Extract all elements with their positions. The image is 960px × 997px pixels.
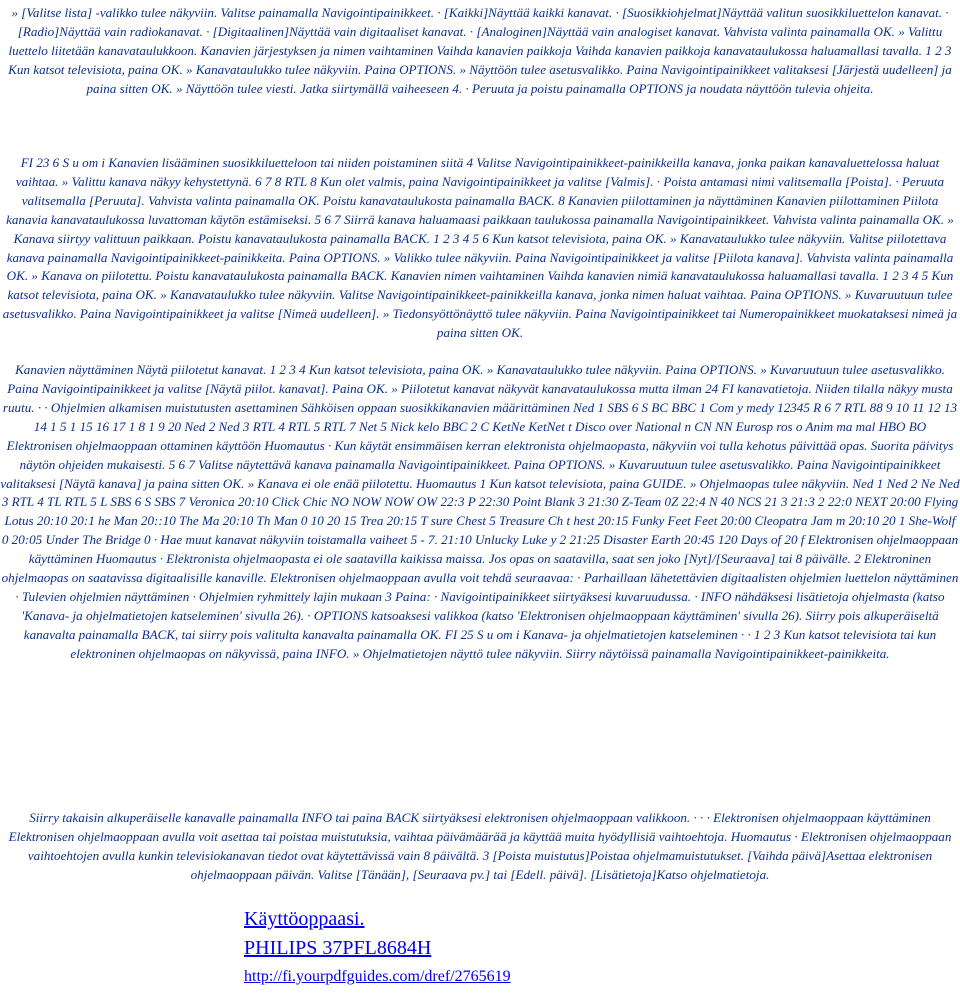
favorites-instructions (0, 154, 960, 664)
model-link[interactable]: PHILIPS 37PFL8684H (244, 937, 432, 959)
channel-list-instructions (0, 4, 960, 99)
manual-link[interactable]: Käyttöoppaasi. (244, 908, 365, 930)
epg-options-text: Siirry takaisin alkuperäiselle kanavalle painamalla INFO tai paina BACK siirtyäksesi elektronisen ohjelmaoppaan valikkoon. · · · Elektronisen ohjelmaoppaan käyttäminen Elektronisen ohjelmaoppaan avulla voit asettaa tai poistaa muistutuksia, vaihtaa päivämäärää ja käyttää muita hyödyllisiä vaihtoehtoja. Huomautus · Elektronisen ohjelmaoppaan vaihtoehtojen avulla kunkin televisiokanavan tiedot ovat käytettävissä vain 8 päivältä. 3 [Poista muistutus]Poistaa ohjelmamuistutukset. [Vaihda päivä]Asettaa elektronisen ohjelmaoppaan päivän. Valitse [Tänään], [Seuraava pv.] tai [Edell. päivä]. [Lisätietoja]Katso ohjelmatietoja. (8, 810, 952, 882)
section-gap (0, 343, 960, 361)
channel-list-text: » [Valitse lista] -valikko tulee näkyviin. Valitse painamalla Navigointipainikkeet. · [Kaikki]Näyttää kaikki kanavat. · [Suosikkiohjelmat]Näyttää valitun suosikkiluettelon kanavat. · [Radio]Näyttää vain radiokanavat. · [Digitaalinen]Näyttää vain digitaaliset kanavat. · [Analoginen]Näyttää vain analogiset kanavat. Vahvista valinta painamalla OK. » Valittu luettelo liitetään kanavataulukkoon. Kanavien järjestyksen ja nimen vaihtaminen Vaihda kanavien paikkoja Vaihda kanavien paikkoja kanavataulukossa haluamallasi tavalla. 1 2 3 Kun katsot televisiota, paina OK. » Kanavataulukko tulee näkyviin. Paina OPTIONS. » Näyttöön tulee asetusvalikko. Paina Navigointipainikkeet valitaksesi [Järjestä uudelleen] ja paina sitten OK. » Näyttöön tulee viesti. Jatka siirtymällä vaiheeseen 4. · Peruuta ja poistu painamalla OPTIONS ja noudata näyttöön tulevia ohjeita. (8, 5, 952, 96)
show-guide-text: Kanavien näyttäminen Näytä piilotetut kanavat. 1 2 3 4 Kun katsot televisiota, paina OK. » Kanavataulukko tulee näkyviin. Paina OPTIONS. » Kuvaruutuun tulee asetusvalikko. Paina Navigointipainikkeet ja valitse [Näytä piilot. kanavat]. Paina OK. » Piilotetut kanavat näkyvät kanavataulukossa mutta ilman 24 FI kanavatietoja. Niiden tilalla näkyy musta ruutu. · · Ohjelmien alkamisen muistutusten asettaminen Sähköisen oppaan suosikkikanavien määrittäminen Ned 1 SBS 6 S BC BBC 1 Com y medy 12345 R 6 7 RTL 88 9 10 11 12 13 14 1 5 1 15 16 17 1 8 1 9 20 Ned 2 Ned 3 RTL 4 RTL 5 RTL 7 Net 5 Nick kelo BBC 2 C KetNe KetNet t Disco over National n CN NN Eurosp ros o Anim ma mal HBO BO Elektronisen ohjelmaoppaan ottaminen käyttöön Huomautus · Kun käytät ensimmäisen kerran elektronista ohjelmaopasta, näkyviin voi tulla kehotus päivittää opas. Suorita päivitys näytön ohjeiden mukaisesti. 5 6 7 Valitse näytettävä kanava painamalla Navigointipainikkeet. Paina OPTIONS. » Kuvaruutuun tulee asetusvalikko. Paina Navigointipainikkeet valitaksesi [Näytä kanava] ja paina sitten OK. » Kanava ei ole enää piilotettu. Huomautus 1 Kun katsot televisiota, paina GUIDE. » Ohjelmaopas tulee näkyviin. Ned 1 Ned 2 Ne Ned 3 RTL 4 TL RTL 5 L SBS 6 S SBS 7 Veronica 20:10 Click Chic NO NOW NOW OW 22:3 P 22:30 Point Blank 3 21:30 Z-Team 0Z 22:4 N 40 NCS 21 3 21:3 2 22:0 NEXT 20:00 Flying Lotus 20:10 20:1 he Man 20::10 The Ma 20:10 Th Man 0 10 20 15 Trea 20:15 T sure Chest 5 Treasure Ch t hest 20:15 Funky Feet Feet 20:00 Cleopatra Jam m 20:10 20 1 She-Wolf 0 20:05 Under The Bridge 0 · Hae muut kanavat näkyviin toistamalla vaiheet 5 - 7. 21:10 Unlucky Luke y 2 21:25 Disaster Earth 20:45 120 Days of 20 f Elektronisen ohjelmaoppaan käyttäminen Huomautus · Elektronista ohjelmaopasta ei ole saatavilla kaikissa maissa. Jos opas on saatavilla, saat sen joko [Nyt]/[Seuraava] tai 8 päivälle. 2 Elektroninen ohjelmaopas on saatavissa digitaalisille kanaville. Elektronisen ohjelmaoppaan avulla voit tehdä seuraavaa: · Parhaillaan lähetettävien digitaalisten ohjelmien luettelon näyttäminen · Tulevien ohjelmien näyttäminen · Ohjelmien ryhmittely lajin mukaan 3 Paina: · Navigointipainikkeet siirtyäksesi kuvaruudussa. · INFO nähdäksesi lisätietoja ohjelmasta (katso 'Kanava- ja ohjelmatietojen katseleminen' sivulla 26). · OPTIONS katsoaksesi valikkoa (katso 'Elektronisen ohjelmaoppaan käyttäminen' sivulla 26). Siirry pois alkuperäiseltä kanavalta painamalla BACK, tai siirry pois valitulta kanavalta painamalla OK. FI 25 S u om i Kanava- ja ohjelmatietojen katseleminen · · 1 2 3 Kun katsot televisiota tai kun elektroninen ohjelmaopas on näkyvissä, paina INFO. » Ohjelmatietojen näyttö tulee näkyviin. Siirry näytöissä painamalla Navigointipainikkeet-painikkeita. (0, 362, 960, 661)
epg-options-instructions (0, 809, 960, 885)
footer-links (244, 906, 744, 988)
url-link[interactable]: http://fi.yourpdfguides.com/dref/2765619 (244, 968, 511, 985)
favorites-text: FI 23 6 S u om i Kanavien lisääminen suosikkiluetteloon tai niiden poistaminen siitä 4 Valitse Navigointipainikkeet-painikkeilla kanava, jonka paikan kanavaluettelossa haluat vaihtaa. » Valittu kanava näkyy kehystettynä. 6 7 8 RTL 8 Kun olet valmis, paina Navigointipainikkeet ja valitse [Valmis]. · Poista antamasi nimi valitsemalla [Poista]. · Peruuta valitsemalla [Peruuta]. Vahvista valinta painamalla OK. Poistu kanavataulukosta painamalla BACK. 8 Kanavien piilottaminen ja näyttäminen Kanavien piilottaminen Piilota kanavia kanavataulukossa luvattoman käytön estämiseksi. 5 6 7 Siirrä kanava haluamaasi paikkaan taulukossa painamalla Navigointipainikkeet. Vahvista valinta painamalla OK. » Kanava siirtyy valittuun paikkaan. Poistu kanavataulukosta painamalla BACK. 1 2 3 4 5 6 Kun katsot televisiota, paina OK. » Kanavataulukko tulee näkyviin. Valitse piilotettava kanava painamalla Navigointipainikkeet-painikkeita. Paina OPTIONS. » Valikko tulee näkyviin. Paina Navigointipainikkeet ja valitse [Piilota kanava]. Vahvista valinta painamalla OK. » Kanava on piilotettu. Poistu kanavataulukosta painamalla BACK. Kanavien nimen vaihtaminen Vaihda kanavien nimiä kanavataulukossa haluamallasi tavalla. 1 2 3 4 5 Kun katsot televisiota, paina OK. » Kanavataulukko tulee näkyviin. Valitse Navigointipainikkeet-painikkeilla kanava, jonka nimen haluat vaihtaa. Paina OPTIONS. » Kuvaruutuun tulee asetusvalikko. Paina Navigointipainikkeet ja valitse [Nimeä uudelleen]. » Tiedonsyöttönäyttö tulee näkyviin. Paina Navigointipainikkeet tai Numeropainikkeet muokataksesi nimeä ja paina sitten OK. (2, 155, 958, 341)
